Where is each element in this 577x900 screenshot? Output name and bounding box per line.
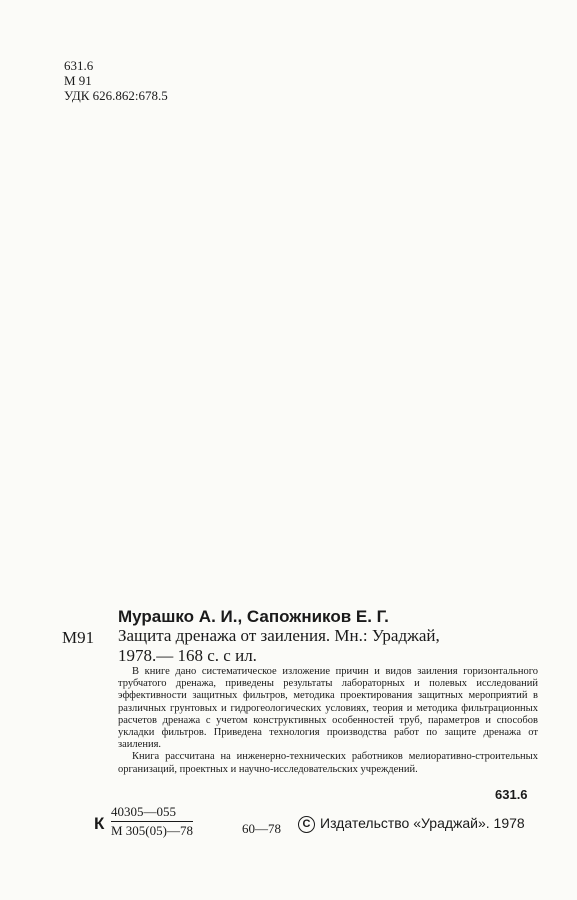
price-fraction bbox=[111, 804, 193, 839]
price-letter: К bbox=[94, 814, 105, 833]
abstract-paragraph: В книге дано систематическое изложение причин и видов заиления горизонтального трубчатого дренажа, приведены результаты лабораторных и полевых исследований эффективности защитных фильтров, методика проектирования защитных мероприятий в различных грунтовых и гидрогеологических условиях, теория и методика фильтрационных расчетов дренажа с учетом конструктивных особенностей труб, параметров и способов укладки фильтров. Приведена технология производства работ по защите дренажа от заиления. bbox=[118, 666, 538, 751]
price-numerator: 40305—055 bbox=[111, 804, 193, 822]
price-denominator: М 305(05)—78 bbox=[111, 823, 193, 838]
title-line: Защита дренажа от заиления. Мн.: Ураджай, bbox=[118, 626, 440, 645]
udc-index: УДК 626.862:678.5 bbox=[64, 88, 168, 103]
classification-codes bbox=[64, 58, 168, 103]
bottom-classification: 631.6 bbox=[495, 787, 528, 802]
bbk-index: 631.6 bbox=[64, 58, 94, 73]
imprint-line: 1978.— 168 с. с ил. bbox=[118, 646, 257, 665]
card-author-mark: М91 bbox=[62, 628, 95, 647]
abstract-paragraph: Книга рассчитана на инженерно-технических работников мелиоративно-строительных организаций, проектных и научно-исследовательских учреждений. bbox=[118, 751, 538, 775]
author-mark: М 91 bbox=[64, 73, 92, 88]
authors: Мурашко А. И., Сапожников Е. Г. bbox=[118, 607, 389, 626]
price-tail: 60—78 bbox=[242, 821, 281, 836]
abstract bbox=[118, 666, 538, 776]
copyright-text: Издательство «Ураджай». 1978 bbox=[320, 815, 525, 831]
copyright-icon: С bbox=[298, 816, 315, 833]
copyright-notice bbox=[298, 815, 525, 833]
